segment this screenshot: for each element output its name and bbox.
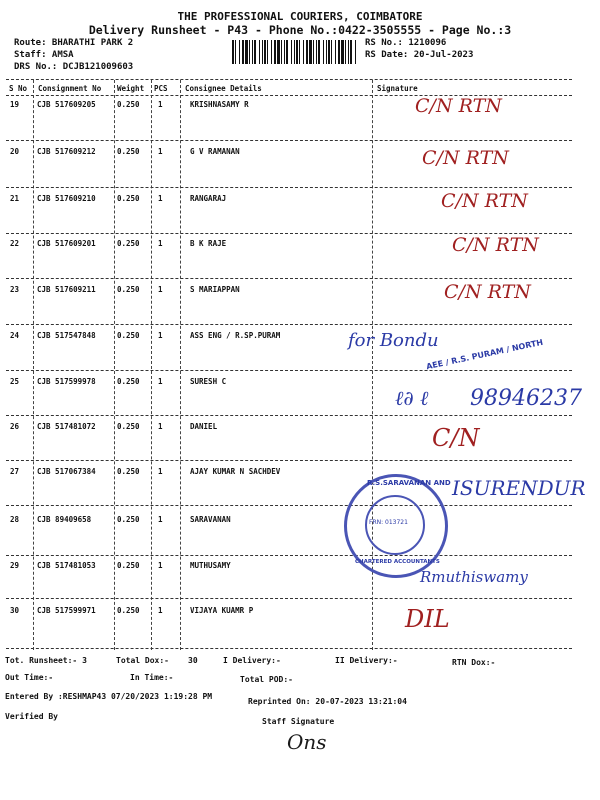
row-consignee: SURESH C bbox=[190, 377, 227, 386]
col-divider bbox=[151, 80, 152, 650]
row-weight: 0.250 bbox=[117, 285, 140, 294]
barcode-bar bbox=[294, 40, 295, 64]
row-consignment: CJB 517599978 bbox=[37, 377, 96, 386]
drs-number: DRS No.: DCJB121009603 bbox=[14, 62, 134, 72]
barcode-bar bbox=[267, 40, 268, 64]
rtn-dox-label: RTN Dox:- bbox=[452, 658, 496, 667]
row-consignment: CJB 517609201 bbox=[37, 239, 96, 248]
row-weight: 0.250 bbox=[117, 194, 140, 203]
row-sno: 24 bbox=[10, 331, 20, 340]
staff-signature-label: Staff Signature bbox=[262, 717, 335, 726]
row-divider bbox=[6, 415, 572, 416]
row-sno: 23 bbox=[10, 285, 20, 294]
row-pcs: 1 bbox=[158, 285, 163, 294]
col-header-signature: Signature bbox=[377, 84, 418, 93]
reprinted-on: Reprinted On: 20-07-2023 13:21:04 bbox=[248, 697, 407, 706]
row-weight: 0.250 bbox=[117, 331, 140, 340]
handwritten-cn: C/N bbox=[432, 424, 480, 452]
row-sno: 20 bbox=[10, 147, 20, 156]
row-pcs: 1 bbox=[158, 377, 163, 386]
barcode-bar bbox=[299, 40, 300, 64]
row-divider bbox=[6, 370, 572, 371]
row-divider bbox=[6, 187, 572, 188]
row-weight: 0.250 bbox=[117, 606, 140, 615]
ii-delivery-label: II Delivery:- bbox=[335, 656, 398, 665]
row-sno: 25 bbox=[10, 377, 20, 386]
row-weight: 0.250 bbox=[117, 239, 140, 248]
row-consignee: ASS ENG / R.SP.PURAM bbox=[190, 331, 281, 340]
barcode-bar bbox=[348, 40, 349, 64]
barcode-bar bbox=[303, 40, 304, 64]
barcode-bar bbox=[316, 40, 317, 64]
handwritten-name: ISURENDUR bbox=[452, 476, 586, 500]
col-divider bbox=[114, 80, 115, 650]
row-consignee: B K RAJE bbox=[190, 239, 227, 248]
row-pcs: 1 bbox=[158, 239, 163, 248]
row-consignee: S MARIAPPAN bbox=[190, 285, 240, 294]
row-weight: 0.250 bbox=[117, 515, 140, 524]
table-bottom-rule bbox=[6, 648, 572, 649]
handwritten-dil: DIL bbox=[405, 605, 450, 633]
row-divider bbox=[6, 505, 572, 506]
row-weight: 0.250 bbox=[117, 100, 140, 109]
barcode-bar bbox=[274, 40, 276, 64]
row-divider bbox=[6, 555, 572, 556]
row-pcs: 1 bbox=[158, 331, 163, 340]
row-sno: 22 bbox=[10, 239, 20, 248]
row-consignment: CJB 517547848 bbox=[37, 331, 96, 340]
total-runsheet: Tot. Runsheet:- 3 bbox=[5, 656, 87, 665]
row-consignee: KRISHNASAMY R bbox=[190, 100, 249, 109]
row-sno: 27 bbox=[10, 467, 20, 476]
row-consignment: CJB 517609211 bbox=[37, 285, 96, 294]
barcode-bar bbox=[284, 40, 285, 64]
row-weight: 0.250 bbox=[117, 147, 140, 156]
handwritten-rtn: C/N RTN bbox=[444, 281, 531, 303]
barcode-bar bbox=[277, 40, 280, 64]
col-divider bbox=[33, 80, 34, 650]
row-pcs: 1 bbox=[158, 515, 163, 524]
handwritten-rtn: C/N RTN bbox=[422, 147, 509, 169]
barcode-bar bbox=[232, 40, 234, 64]
row-sno: 30 bbox=[10, 606, 20, 615]
barcode-bar bbox=[271, 40, 272, 64]
row-weight: 0.250 bbox=[117, 467, 140, 476]
barcode-bar bbox=[331, 40, 332, 64]
row-consignment: CJB 517609210 bbox=[37, 194, 96, 203]
row-consignment: CJB 517481053 bbox=[37, 561, 96, 570]
handwritten-signature: for Bondu bbox=[348, 330, 439, 351]
row-consignee: MUTHUSAMY bbox=[190, 561, 231, 570]
barcode-bar bbox=[249, 40, 250, 64]
barcode-bar bbox=[345, 40, 346, 64]
row-sno: 28 bbox=[10, 515, 20, 524]
barcode-bar bbox=[296, 40, 298, 64]
handwritten-rtn: C/N RTN bbox=[415, 95, 502, 117]
row-pcs: 1 bbox=[158, 147, 163, 156]
barcode-bar bbox=[264, 40, 266, 64]
out-time-label: Out Time:- bbox=[5, 673, 54, 682]
row-pcs: 1 bbox=[158, 467, 163, 476]
barcode-bar bbox=[355, 40, 356, 64]
barcode-bar bbox=[326, 40, 327, 64]
barcode-bar bbox=[242, 40, 244, 64]
barcode-bar bbox=[338, 40, 340, 64]
barcode-bar bbox=[309, 40, 312, 64]
row-weight: 0.250 bbox=[117, 377, 140, 386]
handwritten-rtn: C/N RTN bbox=[452, 234, 539, 256]
barcode-bar bbox=[245, 40, 248, 64]
col-header-weight: Weight bbox=[117, 84, 145, 93]
row-consignment: CJB 517609212 bbox=[37, 147, 96, 156]
row-weight: 0.250 bbox=[117, 422, 140, 431]
row-pcs: 1 bbox=[158, 100, 163, 109]
row-sno: 19 bbox=[10, 100, 20, 109]
row-sno: 21 bbox=[10, 194, 20, 203]
entered-by: Entered By :RESHMAP43 07/20/2023 1:19:28 PM bbox=[5, 692, 213, 701]
verified-by-label: Verified By bbox=[5, 712, 58, 721]
total-dox-value: 30 bbox=[188, 656, 198, 665]
barcode-bar bbox=[291, 40, 292, 64]
barcode-bar bbox=[350, 40, 352, 64]
barcode-bar bbox=[254, 40, 256, 64]
handwritten-signature: Rmuthiswamy bbox=[420, 568, 528, 586]
col-header-consignee: Consignee Details bbox=[185, 84, 262, 93]
col-header-consignment: Consignment No bbox=[38, 84, 102, 93]
row-pcs: 1 bbox=[158, 606, 163, 615]
route-label: Route: BHARATHI PARK 2 bbox=[14, 38, 134, 48]
col-header-sno: S No bbox=[9, 84, 28, 93]
row-divider bbox=[6, 460, 572, 461]
total-pod-label: Total POD:- bbox=[240, 675, 293, 684]
barcode bbox=[232, 40, 357, 64]
barcode-bar bbox=[318, 40, 320, 64]
row-consignee: SARAVANAN bbox=[190, 515, 231, 524]
company-title: THE PROFESSIONAL COURIERS, COIMBATORE bbox=[177, 10, 423, 23]
row-consignment: CJB 517599971 bbox=[37, 606, 96, 615]
staff-label: Staff: AMSA bbox=[14, 50, 74, 60]
handwritten-phone: 98946237 bbox=[470, 386, 582, 411]
row-pcs: 1 bbox=[158, 561, 163, 570]
barcode-bar bbox=[335, 40, 336, 64]
barcode-graphic bbox=[232, 40, 357, 64]
company-seal bbox=[344, 474, 451, 578]
office-stamp-text: AEE / R.S. PURAM / NORTH bbox=[425, 337, 544, 372]
row-consignment: CJB 517067384 bbox=[37, 467, 96, 476]
row-weight: 0.250 bbox=[117, 561, 140, 570]
row-sno: 29 bbox=[10, 561, 20, 570]
row-pcs: 1 bbox=[158, 422, 163, 431]
barcode-bar bbox=[313, 40, 314, 64]
barcode-bar bbox=[286, 40, 288, 64]
rs-number: RS No.: 1210096 bbox=[365, 38, 447, 48]
col-divider bbox=[180, 80, 181, 650]
barcode-bar bbox=[306, 40, 308, 64]
seal-frn: FRN: 013721 bbox=[369, 519, 408, 526]
row-consignee: G V RAMANAN bbox=[190, 147, 240, 156]
barcode-bar bbox=[341, 40, 344, 64]
handwritten-signature: ℓ∂ ℓ bbox=[395, 386, 429, 410]
total-dox-label: Total Dox:- bbox=[116, 656, 169, 665]
row-consignee: DANIEL bbox=[190, 422, 218, 431]
staff-handwritten-signature: Ons bbox=[287, 730, 327, 754]
row-divider bbox=[6, 598, 572, 599]
row-pcs: 1 bbox=[158, 194, 163, 203]
barcode-bar bbox=[323, 40, 324, 64]
rs-date: RS Date: 20-Jul-2023 bbox=[365, 50, 474, 60]
barcode-bar bbox=[252, 40, 253, 64]
col-header-pcs: PCS bbox=[154, 84, 168, 93]
row-consignee: RANGARAJ bbox=[190, 194, 227, 203]
row-sno: 26 bbox=[10, 422, 20, 431]
row-divider bbox=[6, 140, 572, 141]
seal-top-text: R.S.SARAVANAN AND bbox=[367, 479, 451, 487]
row-divider bbox=[6, 324, 572, 325]
barcode-bar bbox=[239, 40, 240, 64]
row-consignee: VIJAYA KUAMR P bbox=[190, 606, 254, 615]
row-consignment: CJB 517609205 bbox=[37, 100, 96, 109]
row-consignment: CJB 517481072 bbox=[37, 422, 96, 431]
barcode-bar bbox=[259, 40, 260, 64]
handwritten-rtn: C/N RTN bbox=[441, 190, 528, 212]
i-delivery-label: I Delivery:- bbox=[223, 656, 281, 665]
barcode-bar bbox=[281, 40, 282, 64]
barcode-bar bbox=[262, 40, 263, 64]
row-consignment: CJB 89409658 bbox=[37, 515, 92, 524]
row-consignee: AJAY KUMAR N SACHDEV bbox=[190, 467, 281, 476]
barcode-bar bbox=[328, 40, 330, 64]
runsheet-title: Delivery Runsheet - P43 - Phone No.:0422-3505555 - Page No.:3 bbox=[88, 23, 512, 37]
barcode-bar bbox=[235, 40, 236, 64]
seal-bottom-text: CHARTERED ACCOUNTANTS bbox=[355, 559, 440, 565]
row-divider bbox=[6, 278, 572, 279]
in-time-label: In Time:- bbox=[130, 673, 174, 682]
table-top-rule bbox=[6, 79, 572, 80]
